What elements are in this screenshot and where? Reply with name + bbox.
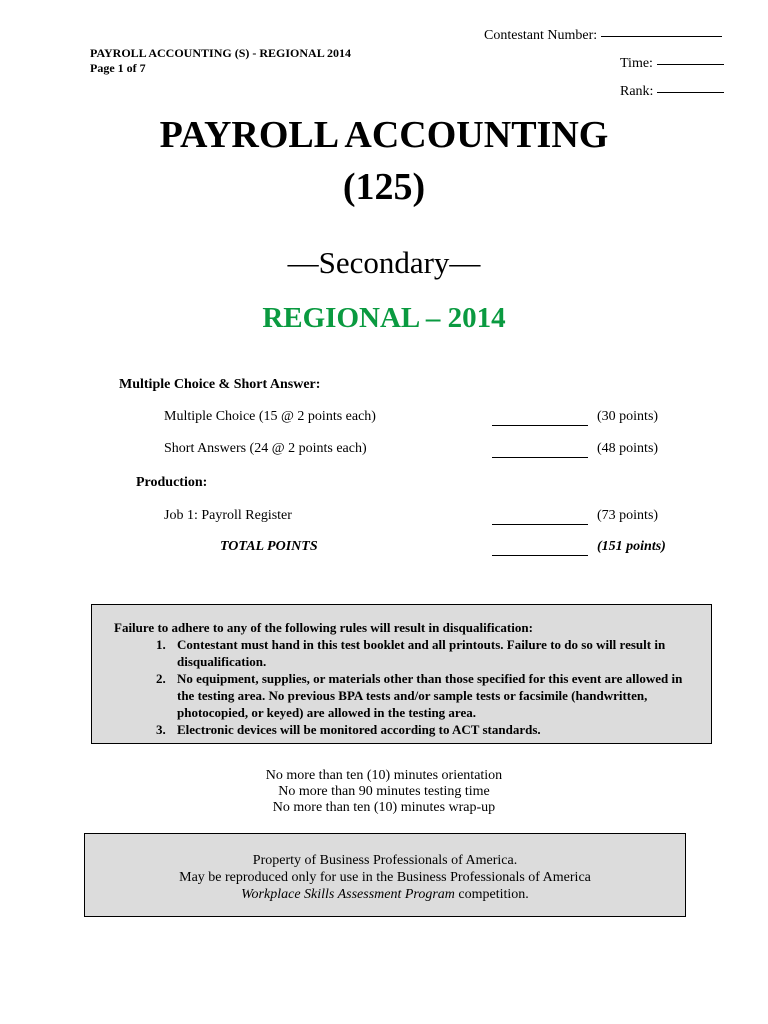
score-blank-line[interactable] [492,456,588,458]
contestant-number-label: Contestant Number: [484,28,598,43]
total-points-label: TOTAL POINTS [220,539,318,554]
production-item-points: (73 points) [597,508,659,523]
section-heading-mc-sa: Multiple Choice & Short Answer: [119,377,321,392]
timing-line: No more than ten (10) minutes orientation [265,768,503,783]
section-heading-production: Production: [136,475,208,490]
property-line: Property of Business Professionals of America. [252,853,518,868]
rules-box [91,604,712,744]
rule-item: 3. Electronic devices will be monitored according to ACT standards. [169,721,691,738]
rules-intro: Failure to adhere to any of the following rules will result in disqualification: [114,620,533,635]
rank-row [484,78,724,106]
rule-item: 1. Contestant must hand in this test booklet and all printouts. Failure to do so will result in disqualification. [169,636,691,670]
contestant-info [484,22,724,106]
score-item-label: Short Answers (24 @ 2 points each) [164,441,367,456]
document-header [90,46,351,76]
contestant-number-row [484,22,724,50]
score-blank-line[interactable] [492,554,588,556]
timing-info [0,768,768,816]
program-line [85,886,685,903]
production-item-label: Job 1: Payroll Register [164,508,292,523]
program-name: Workplace Skills Assessment Program [241,887,455,902]
rule-item: 2. No equipment, supplies, or materials other than those specified for this event are allowed in the testing area. No previous BPA tests and/or sample tests or facsimile (handwritten, photocopied, or keyed) are allowed in the testing area. [169,670,691,721]
score-item-points: (48 points) [597,441,659,456]
score-blank-line[interactable] [492,523,588,525]
total-points-value: (151 points) [597,539,666,554]
score-item-points: (30 points) [597,409,659,424]
rules-list [114,636,691,738]
time-field[interactable] [657,50,724,65]
contestant-number-field[interactable] [601,22,722,37]
division-subtitle: —Secondary— [287,245,481,280]
score-item-label: Multiple Choice (15 @ 2 points each) [164,409,376,424]
header-event-line: PAYROLL ACCOUNTING (S) - REGIONAL 2014 [90,46,352,60]
rank-field[interactable] [657,78,724,93]
timing-line: No more than 90 minutes testing time [278,784,490,799]
score-blank-line[interactable] [492,424,588,426]
regional-heading: REGIONAL – 2014 [262,302,506,334]
timing-line: No more than ten (10) minutes wrap-up [272,800,496,815]
page-title: PAYROLL ACCOUNTING [159,114,609,156]
reproduction-line: May be reproduced only for use in the Business Professionals of America [179,870,591,885]
header-page-number: Page 1 of 7 [90,61,146,75]
event-code: (125) [342,166,426,208]
time-row [484,50,724,78]
time-label: Time: [620,56,653,71]
rank-label: Rank: [620,84,654,99]
property-notice-box [84,833,686,917]
program-suffix: competition. [454,887,529,902]
